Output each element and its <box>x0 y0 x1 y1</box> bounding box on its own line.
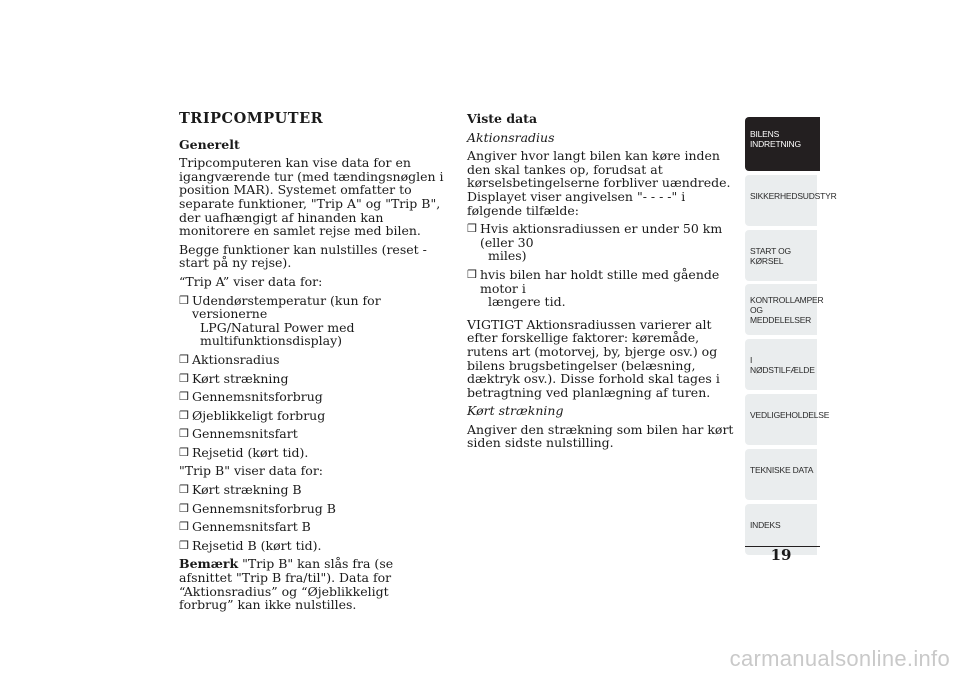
list-item-text: Kørt strækning <box>192 370 289 386</box>
checkbox-bullet-icon: ❒ <box>179 501 189 515</box>
checkbox-bullet-icon: ❒ <box>179 371 189 385</box>
tab-label: BILENS <box>750 129 780 139</box>
list-item <box>467 268 735 309</box>
trip-a-intro: “Trip A” viser data for: <box>179 273 323 289</box>
trip-b-intro: "Trip B" viser data for: <box>179 463 324 479</box>
watermark: carmanualsonline.info <box>729 646 950 671</box>
tab-kontrollamper[interactable] <box>745 284 824 335</box>
tab-start-og-korsel[interactable] <box>745 230 820 281</box>
chapter-tabs <box>745 117 837 558</box>
checkbox-bullet-icon: ❒ <box>179 520 189 534</box>
list-item-text: Kørt strækning B <box>192 482 302 498</box>
checkbox-bullet-icon: ❒ <box>179 408 189 422</box>
tab-label: I NØDSTILFÆLDE <box>750 355 815 376</box>
tab-label: OG MEDDELELSER <box>750 305 812 326</box>
checkbox-bullet-icon: ❒ <box>467 267 477 281</box>
list-item-text: Øjeblikkeligt forbrug <box>192 407 326 423</box>
left-column <box>179 112 447 617</box>
list-item-text: Gennemsnitsfart <box>192 426 298 442</box>
note-paragraph <box>179 557 447 611</box>
list-item-text: Gennemsnitsfart B <box>192 519 311 535</box>
list-item <box>179 446 447 460</box>
generelt-heading: Generelt <box>179 136 240 152</box>
list-item <box>179 353 447 367</box>
note-text: "Trip B" kan slås fra (se afsnittet "Trip B fra/til"). Data for “Aktionsradius” og “Øjeblikkeligt forbrug” kan ikke nulstilles. <box>179 556 394 613</box>
tab-label: SIKKERHEDSUDSTYR <box>750 190 837 201</box>
checkbox-bullet-icon: ❒ <box>179 390 189 404</box>
aktionsradius-paragraph: Angiver hvor langt bilen kan køre inden den skal tankes op, forudsat at kørselsbetingelserne forbliver uændrede. Displayet viser angivelsen "- - - -" i følgende tilfælde: <box>467 148 731 218</box>
tab-label: INDEKS <box>750 519 781 530</box>
list-item <box>179 539 447 553</box>
list-item-continuation: LPG/Natural Power med multifunktionsdisplay) <box>200 319 355 349</box>
tab-tekniske-data[interactable] <box>745 449 820 500</box>
list-item-text: hvis bilen har holdt stille med gående motor i <box>480 266 720 296</box>
section-title: TRIPCOMPUTER <box>179 110 324 127</box>
viste-data-heading: Viste data <box>467 111 538 126</box>
list-item-text: Rejsetid (kørt tid). <box>192 444 309 460</box>
tab-sikkerhedsudstyr[interactable] <box>745 175 837 226</box>
checkbox-bullet-icon: ❒ <box>467 222 477 236</box>
tab-bilens-indretning[interactable] <box>745 117 820 171</box>
list-item <box>179 294 447 348</box>
checkbox-bullet-icon: ❒ <box>179 293 189 307</box>
list-item-text: Gennemsnitsforbrug <box>192 389 323 405</box>
kort-straekning-paragraph: Angiver den strækning som bilen har kørt siden sidste nulstilling. <box>467 421 734 451</box>
tab-label: VEDLIGEHOLDELSE <box>750 409 830 420</box>
tab-vedligeholdelse[interactable] <box>745 394 830 445</box>
page-number: 19 <box>770 546 792 564</box>
list-item-text: Gennemsnitsforbrug B <box>192 500 336 516</box>
list-item-text: Hvis aktionsradiussen er under 50 km (eller 30 <box>480 221 723 250</box>
tab-label: INDRETNING <box>750 139 801 149</box>
list-item <box>179 502 447 516</box>
list-item <box>179 520 447 534</box>
vigtigt-paragraph: VIGTIGT Aktionsradiussen varierer alt efter forskellige faktorer: køremåde, rutens art (motorvej, by, bjerge osv.) og bilens brugsbetingelser (belæsning, dæktryk osv.). Disse forhold skal tages i betragtning ved planlægning af turen. <box>467 316 720 400</box>
list-item-text: Udendørstemperatur (kun for versionerne <box>192 292 381 322</box>
intro-paragraph: Tripcomputeren kan vise data for en igangværende tur (med tændingsnøglen i position MAR). Systemet omfatter to separate funktioner, "Trip A" og "Trip B", der uafhængigt af hinanden kan monitorere en samlet rejse med bilen. <box>179 155 444 239</box>
aktionsradius-subheading: Aktionsradius <box>467 129 555 145</box>
list-item <box>179 427 447 441</box>
right-column <box>467 112 735 455</box>
tab-label: KONTROLLAMPER <box>750 295 824 306</box>
checkbox-bullet-icon: ❒ <box>179 445 189 459</box>
kort-straekning-subheading: Kørt strækning <box>467 403 564 419</box>
note-label: Bemærk <box>179 556 239 572</box>
reset-paragraph: Begge funktioner kan nulstilles (reset - start på ny rejse). <box>179 241 427 271</box>
checkbox-bullet-icon: ❒ <box>179 483 189 497</box>
checkbox-bullet-icon: ❒ <box>179 352 189 366</box>
tab-label: START OG KØRSEL <box>750 245 791 266</box>
list-item <box>179 409 447 423</box>
list-item-continuation: længere tid. <box>488 294 566 310</box>
list-item <box>467 222 735 263</box>
tab-i-nodstilfaelde[interactable] <box>745 339 820 390</box>
list-item-continuation: miles) <box>488 248 527 264</box>
checkbox-bullet-icon: ❒ <box>179 538 189 552</box>
list-item-text: Rejsetid B (kørt tid). <box>192 537 322 553</box>
list-item-text: Aktionsradius <box>192 351 280 367</box>
list-item <box>179 483 447 497</box>
checkbox-bullet-icon: ❒ <box>179 427 189 441</box>
tab-label: TEKNISKE DATA <box>750 464 814 475</box>
list-item <box>179 372 447 386</box>
list-item <box>179 390 447 404</box>
